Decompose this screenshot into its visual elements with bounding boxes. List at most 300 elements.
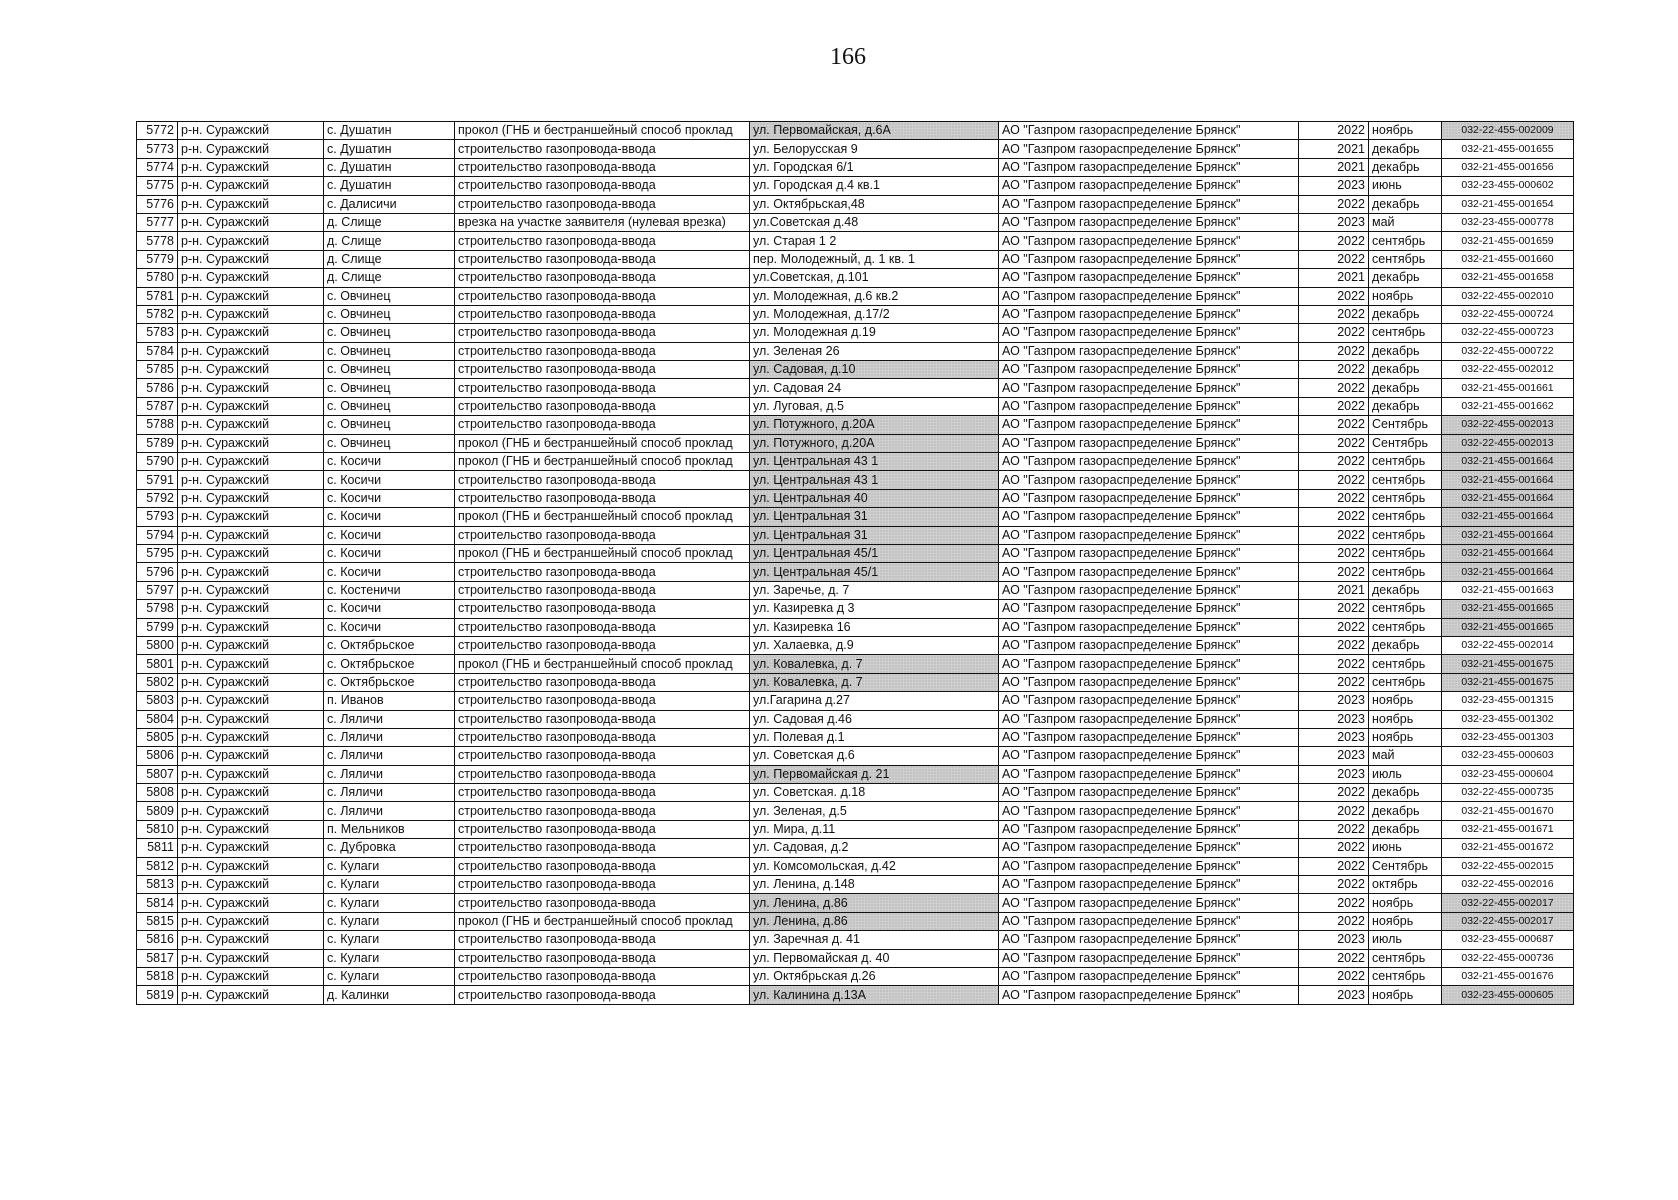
year-cell: 2023	[1299, 710, 1369, 728]
row-number: 5811	[137, 839, 178, 857]
settlement-cell: с. Ляличи	[324, 728, 455, 746]
month-cell: сентябрь	[1369, 673, 1442, 691]
work-type-cell: строительство газопровода-ввода	[455, 195, 750, 213]
address-cell: ул. Садовая 24	[750, 379, 999, 397]
year-cell: 2023	[1299, 728, 1369, 746]
code-cell: 032-23-455-000603	[1442, 747, 1574, 765]
month-cell: сентябрь	[1369, 324, 1442, 342]
district-cell: р-н. Суражский	[178, 122, 324, 140]
row-number: 5792	[137, 489, 178, 507]
year-cell: 2023	[1299, 177, 1369, 195]
table-row	[137, 802, 1574, 820]
table-row	[137, 140, 1574, 158]
year-cell: 2022	[1299, 379, 1369, 397]
organization-cell: АО "Газпром газораспределение Брянск"	[999, 710, 1299, 728]
work-type-cell: строительство газопровода-ввода	[455, 287, 750, 305]
year-cell: 2022	[1299, 655, 1369, 673]
month-cell: декабрь	[1369, 802, 1442, 820]
organization-cell: АО "Газпром газораспределение Брянск"	[999, 140, 1299, 158]
code-cell: 032-22-455-002013	[1442, 434, 1574, 452]
table-row	[137, 765, 1574, 783]
code-cell: 032-22-455-000724	[1442, 305, 1574, 323]
district-cell: р-н. Суражский	[178, 655, 324, 673]
code-cell: 032-21-455-001659	[1442, 232, 1574, 250]
code-cell: 032-21-455-001661	[1442, 379, 1574, 397]
address-cell: ул. Первомайская д. 21	[750, 765, 999, 783]
year-cell: 2022	[1299, 471, 1369, 489]
code-cell: 032-21-455-001672	[1442, 839, 1574, 857]
work-type-cell: строительство газопровода-ввода	[455, 967, 750, 985]
month-cell: декабрь	[1369, 581, 1442, 599]
code-cell: 032-21-455-001658	[1442, 269, 1574, 287]
year-cell: 2022	[1299, 397, 1369, 415]
code-cell: 032-23-455-001315	[1442, 692, 1574, 710]
code-cell: 032-21-455-001664	[1442, 526, 1574, 544]
row-number: 5807	[137, 765, 178, 783]
work-type-cell: строительство газопровода-ввода	[455, 324, 750, 342]
address-cell: ул. Полевая д.1	[750, 728, 999, 746]
address-cell: ул. Зеленая, д.5	[750, 802, 999, 820]
address-cell: ул. Казиревка д 3	[750, 600, 999, 618]
address-cell: ул. Центральная 43 1	[750, 471, 999, 489]
district-cell: р-н. Суражский	[178, 820, 324, 838]
address-cell: ул. Заречье, д. 7	[750, 581, 999, 599]
settlement-cell: с. Косичи	[324, 471, 455, 489]
code-cell: 032-21-455-001664	[1442, 508, 1574, 526]
table-row	[137, 857, 1574, 875]
settlement-cell: с. Овчинец	[324, 305, 455, 323]
organization-cell: АО "Газпром газораспределение Брянск"	[999, 269, 1299, 287]
district-cell: р-н. Суражский	[178, 747, 324, 765]
code-cell: 032-23-455-000602	[1442, 177, 1574, 195]
organization-cell: АО "Газпром газораспределение Брянск"	[999, 526, 1299, 544]
work-type-cell: прокол (ГНБ и бестраншейный способ проклад	[455, 912, 750, 930]
organization-cell: АО "Газпром газораспределение Брянск"	[999, 158, 1299, 176]
month-cell: июнь	[1369, 177, 1442, 195]
month-cell: ноябрь	[1369, 692, 1442, 710]
district-cell: р-н. Суражский	[178, 361, 324, 379]
organization-cell: АО "Газпром газораспределение Брянск"	[999, 931, 1299, 949]
row-number: 5775	[137, 177, 178, 195]
work-type-cell: строительство газопровода-ввода	[455, 802, 750, 820]
code-cell: 032-23-455-000605	[1442, 986, 1574, 1004]
table-row	[137, 618, 1574, 636]
year-cell: 2022	[1299, 324, 1369, 342]
address-cell: ул. Первомайская, д.6А	[750, 122, 999, 140]
address-cell: ул. Молодежная, д.17/2	[750, 305, 999, 323]
code-cell: 032-21-455-001654	[1442, 195, 1574, 213]
district-cell: р-н. Суражский	[178, 140, 324, 158]
year-cell: 2022	[1299, 416, 1369, 434]
month-cell: сентябрь	[1369, 250, 1442, 268]
month-cell: Сентябрь	[1369, 857, 1442, 875]
settlement-cell: с. Душатин	[324, 158, 455, 176]
address-cell: ул. Старая 1 2	[750, 232, 999, 250]
address-cell: ул. Центральная 43 1	[750, 453, 999, 471]
month-cell: декабрь	[1369, 195, 1442, 213]
row-number: 5810	[137, 820, 178, 838]
month-cell: сентябрь	[1369, 453, 1442, 471]
row-number: 5781	[137, 287, 178, 305]
settlement-cell: с. Овчинец	[324, 342, 455, 360]
address-cell: ул. Белорусская 9	[750, 140, 999, 158]
code-cell: 032-21-455-001655	[1442, 140, 1574, 158]
code-cell: 032-22-455-002010	[1442, 287, 1574, 305]
year-cell: 2021	[1299, 581, 1369, 599]
row-number: 5793	[137, 508, 178, 526]
code-cell: 032-22-455-002009	[1442, 122, 1574, 140]
month-cell: декабрь	[1369, 636, 1442, 654]
table-row	[137, 876, 1574, 894]
year-cell: 2022	[1299, 784, 1369, 802]
code-cell: 032-22-455-002017	[1442, 912, 1574, 930]
settlement-cell: с. Овчинец	[324, 361, 455, 379]
code-cell: 032-23-455-000778	[1442, 213, 1574, 231]
settlement-cell: с. Косичи	[324, 563, 455, 581]
organization-cell: АО "Газпром газораспределение Брянск"	[999, 416, 1299, 434]
district-cell: р-н. Суражский	[178, 986, 324, 1004]
year-cell: 2022	[1299, 361, 1369, 379]
address-cell: ул. Комсомольская, д.42	[750, 857, 999, 875]
settlement-cell: с. Октябрьское	[324, 636, 455, 654]
work-type-cell: строительство газопровода-ввода	[455, 250, 750, 268]
year-cell: 2022	[1299, 839, 1369, 857]
table-row	[137, 195, 1574, 213]
settlement-cell: с. Овчинец	[324, 434, 455, 452]
district-cell: р-н. Суражский	[178, 508, 324, 526]
settlement-cell: с. Ляличи	[324, 710, 455, 728]
table-row	[137, 232, 1574, 250]
year-cell: 2022	[1299, 820, 1369, 838]
organization-cell: АО "Газпром газораспределение Брянск"	[999, 912, 1299, 930]
year-cell: 2022	[1299, 250, 1369, 268]
organization-cell: АО "Газпром газораспределение Брянск"	[999, 434, 1299, 452]
table-row	[137, 636, 1574, 654]
year-cell: 2022	[1299, 526, 1369, 544]
table-row	[137, 361, 1574, 379]
table-row	[137, 692, 1574, 710]
organization-cell: АО "Газпром газораспределение Брянск"	[999, 379, 1299, 397]
work-type-cell: строительство газопровода-ввода	[455, 600, 750, 618]
row-number: 5815	[137, 912, 178, 930]
settlement-cell: с. Косичи	[324, 600, 455, 618]
year-cell: 2022	[1299, 949, 1369, 967]
address-cell: пер. Молодежный, д. 1 кв. 1	[750, 250, 999, 268]
table-row	[137, 967, 1574, 985]
row-number: 5779	[137, 250, 178, 268]
month-cell: сентябрь	[1369, 489, 1442, 507]
address-cell: ул. Заречная д. 41	[750, 931, 999, 949]
work-type-cell: строительство газопровода-ввода	[455, 305, 750, 323]
year-cell: 2021	[1299, 269, 1369, 287]
organization-cell: АО "Газпром газораспределение Брянск"	[999, 765, 1299, 783]
settlement-cell: с. Далисичи	[324, 195, 455, 213]
row-number: 5772	[137, 122, 178, 140]
work-type-cell: строительство газопровода-ввода	[455, 839, 750, 857]
address-cell: ул. Городская 6/1	[750, 158, 999, 176]
work-type-cell: строительство газопровода-ввода	[455, 765, 750, 783]
work-type-cell: прокол (ГНБ и бестраншейный способ проклад	[455, 508, 750, 526]
row-number: 5812	[137, 857, 178, 875]
work-type-cell: строительство газопровода-ввода	[455, 361, 750, 379]
district-cell: р-н. Суражский	[178, 544, 324, 562]
address-cell: ул. Первомайская д. 40	[750, 949, 999, 967]
settlement-cell: д. Калинки	[324, 986, 455, 1004]
settlement-cell: с. Кулаги	[324, 857, 455, 875]
work-type-cell: строительство газопровода-ввода	[455, 747, 750, 765]
district-cell: р-н. Суражский	[178, 912, 324, 930]
month-cell: сентябрь	[1369, 232, 1442, 250]
row-number: 5816	[137, 931, 178, 949]
organization-cell: АО "Газпром газораспределение Брянск"	[999, 839, 1299, 857]
month-cell: декабрь	[1369, 784, 1442, 802]
code-cell: 032-22-455-002015	[1442, 857, 1574, 875]
district-cell: р-н. Суражский	[178, 857, 324, 875]
row-number: 5778	[137, 232, 178, 250]
district-cell: р-н. Суражский	[178, 213, 324, 231]
organization-cell: АО "Газпром газораспределение Брянск"	[999, 857, 1299, 875]
organization-cell: АО "Газпром газораспределение Брянск"	[999, 802, 1299, 820]
month-cell: сентябрь	[1369, 508, 1442, 526]
work-type-cell: строительство газопровода-ввода	[455, 692, 750, 710]
month-cell: сентябрь	[1369, 563, 1442, 581]
row-number: 5819	[137, 986, 178, 1004]
district-cell: р-н. Суражский	[178, 728, 324, 746]
settlement-cell: с. Косичи	[324, 618, 455, 636]
organization-cell: АО "Газпром газораспределение Брянск"	[999, 894, 1299, 912]
code-cell: 032-21-455-001663	[1442, 581, 1574, 599]
row-number: 5787	[137, 397, 178, 415]
address-cell: ул. Халаевка, д.9	[750, 636, 999, 654]
work-type-cell: строительство газопровода-ввода	[455, 471, 750, 489]
month-cell: ноябрь	[1369, 122, 1442, 140]
address-cell: ул. Казиревка 16	[750, 618, 999, 636]
row-number: 5802	[137, 673, 178, 691]
settlement-cell: с. Душатин	[324, 140, 455, 158]
address-cell: ул. Ленина, д.86	[750, 894, 999, 912]
district-cell: р-н. Суражский	[178, 397, 324, 415]
district-cell: р-н. Суражский	[178, 287, 324, 305]
table-row	[137, 710, 1574, 728]
row-number: 5784	[137, 342, 178, 360]
table-row	[137, 453, 1574, 471]
work-type-cell: прокол (ГНБ и бестраншейный способ проклад	[455, 434, 750, 452]
work-type-cell: строительство газопровода-ввода	[455, 636, 750, 654]
work-type-cell: строительство газопровода-ввода	[455, 986, 750, 1004]
district-cell: р-н. Суражский	[178, 710, 324, 728]
address-cell: ул. Центральная 45/1	[750, 563, 999, 581]
table-row	[137, 416, 1574, 434]
district-cell: р-н. Суражский	[178, 250, 324, 268]
month-cell: декабрь	[1369, 361, 1442, 379]
address-cell: ул.Советская д.48	[750, 213, 999, 231]
table-row	[137, 177, 1574, 195]
settlement-cell: с. Октябрьское	[324, 673, 455, 691]
table-row	[137, 600, 1574, 618]
month-cell: ноябрь	[1369, 986, 1442, 1004]
year-cell: 2022	[1299, 618, 1369, 636]
row-number: 5813	[137, 876, 178, 894]
table-row	[137, 931, 1574, 949]
settlement-cell: д. Слище	[324, 213, 455, 231]
code-cell: 032-21-455-001671	[1442, 820, 1574, 838]
year-cell: 2022	[1299, 544, 1369, 562]
month-cell: сентябрь	[1369, 655, 1442, 673]
district-cell: р-н. Суражский	[178, 876, 324, 894]
code-cell: 032-22-455-002016	[1442, 876, 1574, 894]
row-number: 5788	[137, 416, 178, 434]
month-cell: июль	[1369, 765, 1442, 783]
month-cell: декабрь	[1369, 158, 1442, 176]
row-number: 5798	[137, 600, 178, 618]
work-type-cell: строительство газопровода-ввода	[455, 269, 750, 287]
code-cell: 032-22-455-002013	[1442, 416, 1574, 434]
table-row	[137, 269, 1574, 287]
address-cell: ул.Советская, д.101	[750, 269, 999, 287]
month-cell: декабрь	[1369, 397, 1442, 415]
work-type-cell: строительство газопровода-ввода	[455, 581, 750, 599]
district-cell: р-н. Суражский	[178, 839, 324, 857]
settlement-cell: с. Ляличи	[324, 784, 455, 802]
table-row	[137, 434, 1574, 452]
organization-cell: АО "Газпром газораспределение Брянск"	[999, 986, 1299, 1004]
month-cell: ноябрь	[1369, 728, 1442, 746]
table-row	[137, 471, 1574, 489]
code-cell: 032-22-455-002017	[1442, 894, 1574, 912]
code-cell: 032-21-455-001665	[1442, 618, 1574, 636]
work-type-cell: строительство газопровода-ввода	[455, 177, 750, 195]
address-cell: ул. Октябрьская д.26	[750, 967, 999, 985]
work-type-cell: строительство газопровода-ввода	[455, 526, 750, 544]
address-cell: ул. Садовая д.46	[750, 710, 999, 728]
district-cell: р-н. Суражский	[178, 177, 324, 195]
settlement-cell: с. Кулаги	[324, 876, 455, 894]
row-number: 5797	[137, 581, 178, 599]
month-cell: сентябрь	[1369, 600, 1442, 618]
month-cell: ноябрь	[1369, 912, 1442, 930]
district-cell: р-н. Суражский	[178, 931, 324, 949]
table-row	[137, 894, 1574, 912]
table-row	[137, 784, 1574, 802]
month-cell: декабрь	[1369, 379, 1442, 397]
work-type-cell: строительство газопровода-ввода	[455, 618, 750, 636]
row-number: 5808	[137, 784, 178, 802]
year-cell: 2023	[1299, 986, 1369, 1004]
year-cell: 2022	[1299, 342, 1369, 360]
code-cell: 032-21-455-001664	[1442, 471, 1574, 489]
settlement-cell: с. Косичи	[324, 453, 455, 471]
settlement-cell: с. Кулаги	[324, 967, 455, 985]
table-row	[137, 526, 1574, 544]
district-cell: р-н. Суражский	[178, 673, 324, 691]
table-row	[137, 820, 1574, 838]
month-cell: сентябрь	[1369, 471, 1442, 489]
district-cell: р-н. Суражский	[178, 158, 324, 176]
address-cell: ул. Мира, д.11	[750, 820, 999, 838]
settlement-cell: с. Дубровка	[324, 839, 455, 857]
district-cell: р-н. Суражский	[178, 802, 324, 820]
work-type-cell: строительство газопровода-ввода	[455, 379, 750, 397]
district-cell: р-н. Суражский	[178, 305, 324, 323]
year-cell: 2022	[1299, 636, 1369, 654]
work-type-cell: строительство газопровода-ввода	[455, 894, 750, 912]
organization-cell: АО "Газпром газораспределение Брянск"	[999, 544, 1299, 562]
district-cell: р-н. Суражский	[178, 618, 324, 636]
code-cell: 032-22-455-002012	[1442, 361, 1574, 379]
organization-cell: АО "Газпром газораспределение Брянск"	[999, 692, 1299, 710]
settlement-cell: с. Ляличи	[324, 765, 455, 783]
gas-connection-table	[136, 121, 1574, 1005]
row-number: 5801	[137, 655, 178, 673]
district-cell: р-н. Суражский	[178, 692, 324, 710]
month-cell: декабрь	[1369, 140, 1442, 158]
settlement-cell: с. Кулаги	[324, 949, 455, 967]
month-cell: сентябрь	[1369, 618, 1442, 636]
year-cell: 2022	[1299, 600, 1369, 618]
settlement-cell: с. Овчинец	[324, 324, 455, 342]
district-cell: р-н. Суражский	[178, 416, 324, 434]
district-cell: р-н. Суражский	[178, 784, 324, 802]
table-row	[137, 912, 1574, 930]
organization-cell: АО "Газпром газораспределение Брянск"	[999, 600, 1299, 618]
month-cell: сентябрь	[1369, 949, 1442, 967]
code-cell: 032-21-455-001676	[1442, 967, 1574, 985]
organization-cell: АО "Газпром газораспределение Брянск"	[999, 195, 1299, 213]
address-cell: ул. Советская. д.18	[750, 784, 999, 802]
row-number: 5783	[137, 324, 178, 342]
district-cell: р-н. Суражский	[178, 195, 324, 213]
table-row	[137, 379, 1574, 397]
code-cell: 032-21-455-001665	[1442, 600, 1574, 618]
code-cell: 032-23-455-000687	[1442, 931, 1574, 949]
year-cell: 2022	[1299, 232, 1369, 250]
address-cell: ул. Луговая, д.5	[750, 397, 999, 415]
district-cell: р-н. Суражский	[178, 636, 324, 654]
row-number: 5803	[137, 692, 178, 710]
year-cell: 2021	[1299, 158, 1369, 176]
row-number: 5789	[137, 434, 178, 452]
work-type-cell: прокол (ГНБ и бестраншейный способ проклад	[455, 655, 750, 673]
district-cell: р-н. Суражский	[178, 379, 324, 397]
month-cell: ноябрь	[1369, 710, 1442, 728]
settlement-cell: с. Овчинец	[324, 287, 455, 305]
row-number: 5782	[137, 305, 178, 323]
settlement-cell: п. Мельников	[324, 820, 455, 838]
work-type-cell: строительство газопровода-ввода	[455, 232, 750, 250]
district-cell: р-н. Суражский	[178, 894, 324, 912]
organization-cell: АО "Газпром газораспределение Брянск"	[999, 563, 1299, 581]
work-type-cell: строительство газопровода-ввода	[455, 397, 750, 415]
code-cell: 032-21-455-001664	[1442, 489, 1574, 507]
work-type-cell: строительство газопровода-ввода	[455, 563, 750, 581]
table-row	[137, 563, 1574, 581]
table-row	[137, 213, 1574, 231]
organization-cell: АО "Газпром газораспределение Брянск"	[999, 361, 1299, 379]
address-cell: ул. Ленина, д.86	[750, 912, 999, 930]
year-cell: 2022	[1299, 122, 1369, 140]
table-row	[137, 655, 1574, 673]
year-cell: 2021	[1299, 140, 1369, 158]
table-row	[137, 342, 1574, 360]
settlement-cell: с. Овчинец	[324, 416, 455, 434]
code-cell: 032-23-455-001303	[1442, 728, 1574, 746]
year-cell: 2022	[1299, 305, 1369, 323]
row-number: 5773	[137, 140, 178, 158]
organization-cell: АО "Газпром газораспределение Брянск"	[999, 453, 1299, 471]
settlement-cell: д. Слище	[324, 269, 455, 287]
row-number: 5809	[137, 802, 178, 820]
table-row	[137, 122, 1574, 140]
